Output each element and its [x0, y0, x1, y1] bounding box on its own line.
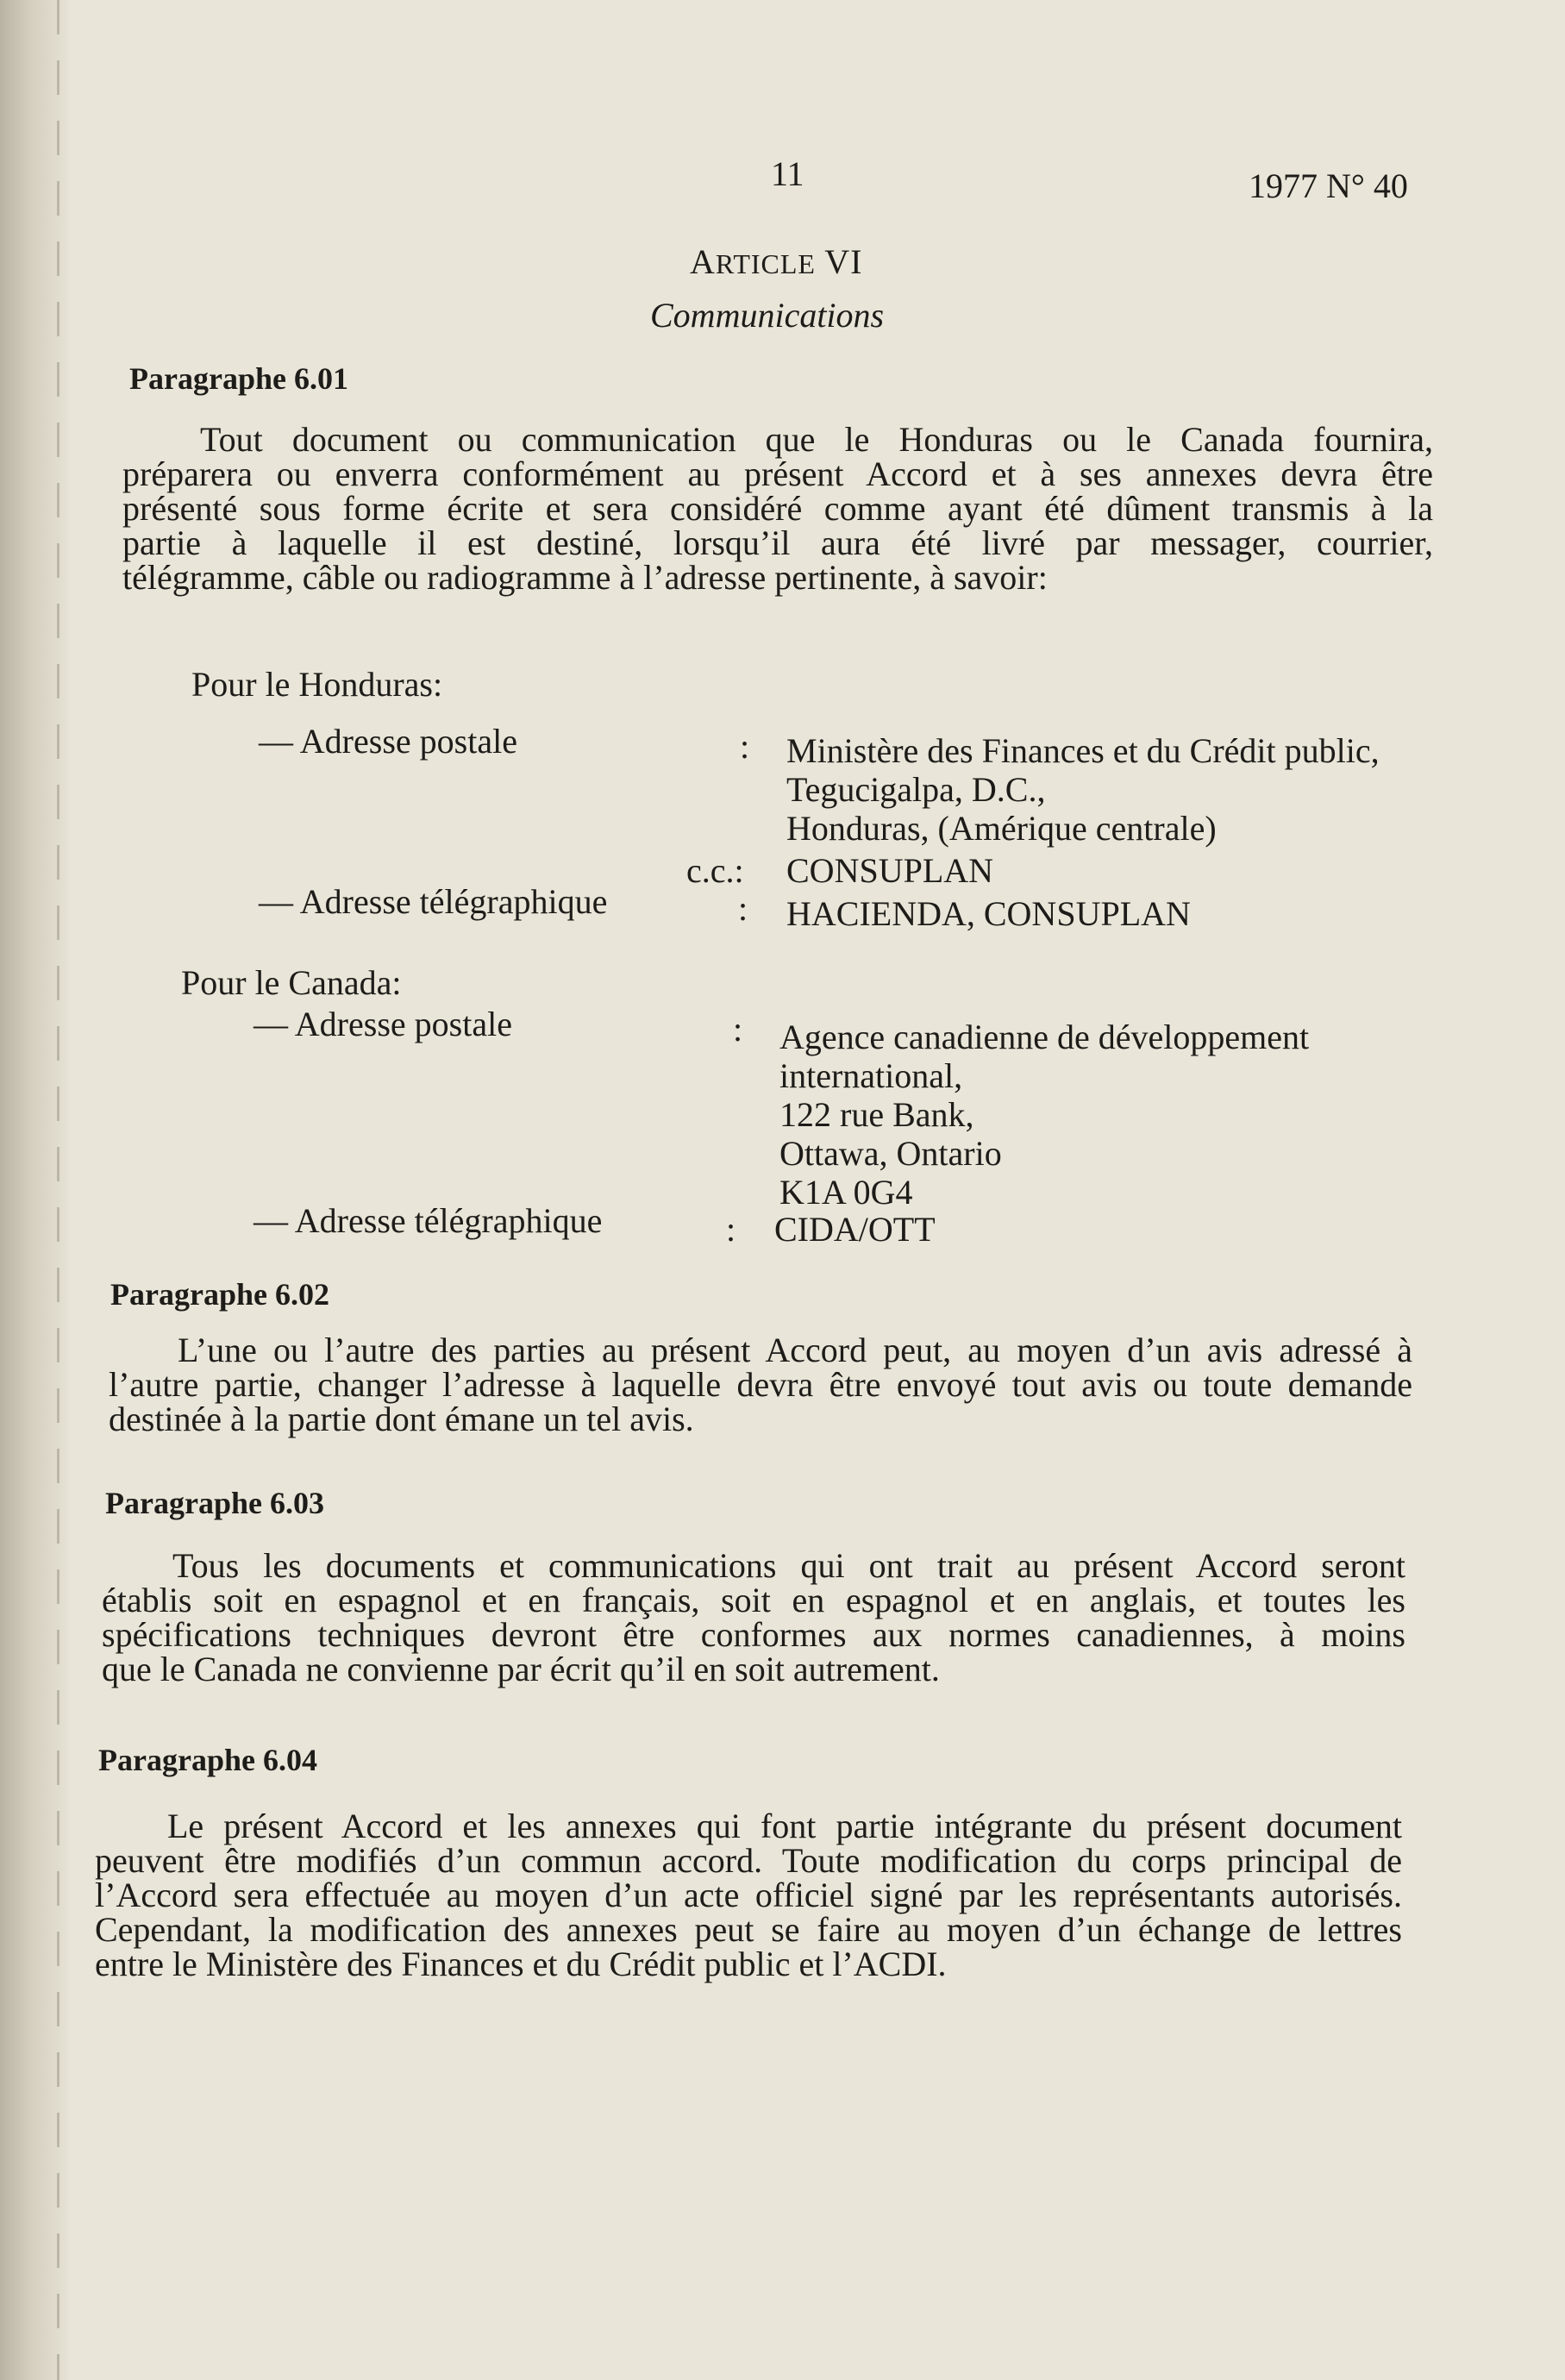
- address-line: Tegucigalpa, D.C.,: [786, 770, 1046, 809]
- colon: :: [740, 727, 750, 766]
- honduras-postal-label: — Adresse postale: [259, 722, 517, 761]
- text-line: télégramme, câble ou radiogramme à l’adresse pertinente, à savoir:: [122, 558, 1048, 597]
- paragraph-body-6-04: [95, 1809, 1402, 1982]
- address-line: Ministère des Finances et du Crédit public,: [786, 731, 1380, 770]
- honduras-telegraph-value: HACIENDA, CONSUPLAN: [786, 894, 1191, 933]
- canada-telegraph-value: CIDA/OTT: [774, 1210, 936, 1249]
- canada-label: Pour le Canada:: [181, 963, 402, 1002]
- paragraph-heading-6-01: Paragraphe 6.01: [129, 361, 348, 396]
- article-title-number: VI: [815, 242, 863, 281]
- text-line: l’autre partie, changer l’adresse à laquelle devra être envoyé tout avis ou toute demande: [109, 1365, 1412, 1404]
- text-line: Tout document ou communication que le Honduras ou le Canada fournira,: [200, 420, 1433, 459]
- honduras-cc-label: c.c.:: [686, 851, 744, 890]
- document-year-number: 1977 N° 40: [1249, 166, 1408, 205]
- text-line: que le Canada ne convienne par écrit qu’il en soit autrement.: [102, 1650, 940, 1688]
- address-line: 122 rue Bank,: [779, 1095, 974, 1134]
- canada-postal-address: [779, 1018, 1309, 1212]
- honduras-cc-value: CONSUPLAN: [786, 851, 994, 890]
- canada-telegraph-label: — Adresse télégraphique: [254, 1201, 603, 1240]
- article-title: [690, 241, 862, 282]
- text-line: Tous les documents et communications qui ont trait au présent Accord seront: [172, 1546, 1405, 1585]
- colon: :: [738, 889, 748, 928]
- text-line: partie à laquelle il est destiné, lorsqu’il aura été livré par messager, courrier,: [122, 523, 1433, 562]
- page-number: 11: [771, 154, 804, 193]
- address-line: international,: [779, 1056, 963, 1095]
- address-line: Ottawa, Ontario: [779, 1134, 1002, 1173]
- canada-postal-label: — Adresse postale: [254, 1005, 512, 1043]
- text-line: l’Accord sera effectuée au moyen d’un acte officiel signé par les représentants autorisés.: [95, 1876, 1402, 1914]
- paragraph-heading-6-02: Paragraphe 6.02: [110, 1277, 329, 1312]
- text-line: spécifications techniques devront être conformes aux normes canadiennes, à moins: [102, 1615, 1405, 1654]
- paragraph-heading-6-04: Paragraphe 6.04: [98, 1743, 317, 1777]
- honduras-telegraph-label: — Adresse télégraphique: [259, 882, 608, 921]
- honduras-label: Pour le Honduras:: [191, 665, 443, 704]
- paragraph-body-6-02: [109, 1333, 1412, 1437]
- text-line: entre le Ministère des Finances et du Crédit public et l’ACDI.: [95, 1945, 947, 1983]
- address-line: Honduras, (Amérique centrale): [786, 809, 1217, 848]
- address-line: Agence canadienne de développement: [779, 1018, 1310, 1056]
- text-line: présenté sous forme écrite et sera considéré comme ayant été dûment transmis à la: [122, 489, 1433, 528]
- text-line: L’une ou l’autre des parties au présent Accord peut, au moyen d’un avis adressé à: [178, 1331, 1412, 1369]
- article-subtitle: Communications: [650, 296, 885, 335]
- text-line: destinée à la partie dont émane un tel avis.: [109, 1400, 694, 1438]
- colon: :: [733, 1010, 743, 1049]
- article-title-initial: A: [690, 242, 716, 281]
- address-line: K1A 0G4: [779, 1173, 913, 1212]
- honduras-postal-address: [786, 731, 1380, 848]
- paragraph-body-6-03: [102, 1546, 1405, 1688]
- paragraph-heading-6-03: Paragraphe 6.03: [105, 1486, 324, 1520]
- article-title-rest: RTICLE: [715, 248, 816, 279]
- text-line: Cependant, la modification des annexes peut se faire au moyen d’un échange de lettres: [95, 1910, 1402, 1949]
- text-line: peuvent être modifiés d’un commun accord. Toute modification du corps principal de: [95, 1841, 1402, 1880]
- colon: :: [726, 1210, 736, 1249]
- text-line: établis soit en espagnol et en français, soit en espagnol et en anglais, et toutes les: [102, 1581, 1405, 1619]
- text-line: Le présent Accord et les annexes qui font partie intégrante du présent document: [167, 1807, 1402, 1845]
- paragraph-body-6-01: [122, 420, 1433, 597]
- text-line: préparera ou enverra conformément au présent Accord et à ses annexes devra être: [122, 454, 1433, 493]
